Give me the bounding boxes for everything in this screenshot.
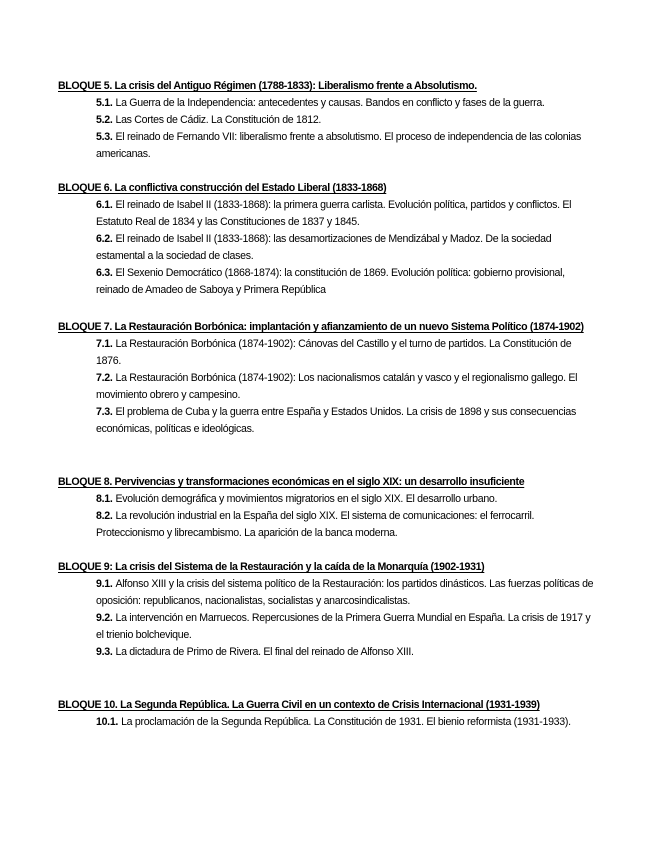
item-number: 8.2. <box>96 510 113 522</box>
item-text: Alfonso XIII y la crisis del sistema político de la Restauración: los partidos dinásticos. Las fuerzas políticas de oposición: republicanos, nacionalistas, socialistas y anarcosindicalistas. <box>96 578 594 607</box>
item-number: 5.3. <box>96 131 113 143</box>
item-text: La revolución industrial en la España del siglo XIX. El sistema de comunicaciones: el ferrocarril. Proteccionismo y librecambismo. La aparición de la banca moderna. <box>96 510 535 539</box>
item-number: 9.3. <box>96 646 113 658</box>
item-number: 6.3. <box>96 267 113 279</box>
block-title: BLOQUE 8. Pervivencias y transformaciones económicas en el siglo XIX: un desarrollo insuficiente <box>58 476 525 488</box>
list-item <box>96 265 598 299</box>
item-text: La proclamación de la Segunda República. La Constitución de 1931. El bienio reformista (1931-1933). <box>121 716 571 728</box>
list-item <box>96 231 598 265</box>
block-6 <box>58 180 598 299</box>
item-number: 7.2. <box>96 372 113 384</box>
item-text: La intervención en Marruecos. Repercusiones de la Primera Guerra Mundial en España. La crisis de 1917 y el trienio bolchevique. <box>96 612 591 641</box>
block-9 <box>58 559 598 661</box>
list-item <box>96 112 598 129</box>
item-text: El problema de Cuba y la guerra entre España y Estados Unidos. La crisis de 1898 y sus consecuencias económicas, políticas e ideológicas. <box>96 406 577 435</box>
list-item <box>96 370 598 404</box>
item-number: 5.1. <box>96 97 113 109</box>
list-item <box>96 404 598 438</box>
list-item <box>96 714 598 731</box>
list-item <box>96 129 598 163</box>
block-7 <box>58 319 598 438</box>
item-text: La Restauración Borbónica (1874-1902): Los nacionalismos catalán y vasco y el regionalismo gallego. El movimiento obrero y campesino. <box>96 372 578 401</box>
list-item <box>96 644 598 661</box>
item-text: La Guerra de la Independencia: antecedentes y causas. Bandos en conflicto y fases de la guerra. <box>115 97 545 109</box>
item-number: 5.2. <box>96 114 113 126</box>
item-number: 7.1. <box>96 338 113 350</box>
block-title: BLOQUE 9: La crisis del Sistema de la Restauración y la caída de la Monarquía (1902-1931) <box>58 561 485 573</box>
list-item <box>96 576 598 610</box>
item-number: 6.2. <box>96 233 113 245</box>
item-text: Evolución demográfica y movimientos migratorios en el siglo XIX. El desarrollo urbano. <box>115 493 498 505</box>
list-item <box>96 336 598 370</box>
item-number: 10.1. <box>96 716 119 728</box>
item-text: El reinado de Isabel II (1833-1868): la primera guerra carlista. Evolución política, partidos y conflictos. El Estatuto Real de 1834 y las Constituciones de 1837 y 1845. <box>96 199 572 228</box>
block-title: BLOQUE 10. La Segunda República. La Guerra Civil en un contexto de Crisis Internacional (1931-1939) <box>58 699 540 711</box>
item-number: 9.2. <box>96 612 113 624</box>
item-text: La Restauración Borbónica (1874-1902): Cánovas del Castillo y el turno de partidos. La Constitución de 1876. <box>96 338 572 367</box>
item-number: 6.1. <box>96 199 113 211</box>
block-10 <box>58 697 598 731</box>
block-title: BLOQUE 7. La Restauración Borbónica: implantación y afianzamiento de un nuevo Sistema Político (1874-1902) <box>58 321 584 333</box>
block-title: BLOQUE 6. La conflictiva construcción del Estado Liberal (1833-1868) <box>58 182 387 194</box>
item-text: La dictadura de Primo de Rivera. El final del reinado de Alfonso XIII. <box>115 646 414 658</box>
list-item <box>96 610 598 644</box>
list-item <box>96 197 598 231</box>
block-title: BLOQUE 5. La crisis del Antiguo Régimen (1788-1833): Liberalismo frente a Absolutismo. <box>58 80 477 92</box>
item-text: Las Cortes de Cádiz. La Constitución de 1812. <box>115 114 322 126</box>
list-item <box>96 508 598 542</box>
item-text: El reinado de Fernando VII: liberalismo frente a absolutismo. El proceso de independencia de las colonias americanas. <box>96 131 582 160</box>
block-5 <box>58 78 598 163</box>
item-number: 7.3. <box>96 406 113 418</box>
list-item <box>96 95 598 112</box>
block-8 <box>58 474 598 542</box>
item-number: 9.1. <box>96 578 113 590</box>
list-item <box>96 491 598 508</box>
item-text: El reinado de Isabel II (1833-1868): las desamortizaciones de Mendizábal y Madoz. De la sociedad estamental a la sociedad de clases. <box>96 233 552 262</box>
item-number: 8.1. <box>96 493 113 505</box>
item-text: El Sexenio Democrático (1868-1874): la constitución de 1869. Evolución política: gobierno provisional, reinado de Amadeo de Saboya y Primera República <box>96 267 565 296</box>
